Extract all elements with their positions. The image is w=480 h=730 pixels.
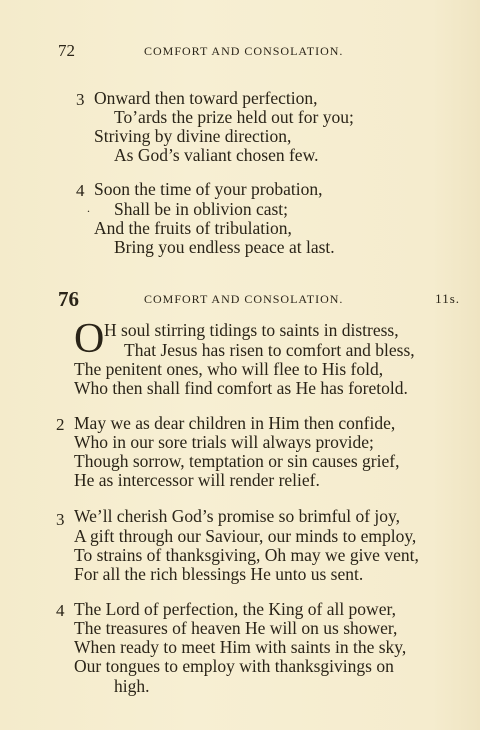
verse-line: As God’s valiant chosen few. <box>114 145 319 165</box>
verse-line: And the fruits of tribulation, <box>94 218 292 238</box>
running-title: COMFORT AND CONSOLATION. <box>144 44 344 58</box>
verse-line: Who then shall find comfort as He has foretold. <box>74 378 408 398</box>
verse-line: We’ll cherish God’s promise so brimful of joy, <box>74 506 401 526</box>
print-mark: . <box>87 201 90 215</box>
verse-number: 4 <box>76 181 85 200</box>
verse-line: A gift through our Saviour, our minds to employ, <box>74 526 417 546</box>
verse-line: high. <box>114 676 150 696</box>
verse-line: When ready to meet Him with saints in the sky, <box>74 637 407 657</box>
verse-number: 3 <box>76 90 85 109</box>
hymn-heading <box>58 287 460 311</box>
verse-line: The penitent ones, who will flee to His fold, <box>74 359 384 379</box>
drop-cap: O <box>74 316 105 362</box>
hymn-number: 76 <box>58 287 79 311</box>
verse-line: Though sorrow, temptation or sin causes grief, <box>74 451 400 471</box>
verse-line: May we as dear children in Him then confide, <box>74 413 396 433</box>
verse-number: 2 <box>56 415 65 434</box>
verse-number: 4 <box>56 601 65 620</box>
verse-line: H soul stirring tidings to saints in distress, <box>104 320 399 340</box>
verse-line: Bring you endless peace at last. <box>114 237 335 257</box>
hymn-meter: 11s. <box>435 291 460 306</box>
hymn-section-title: COMFORT AND CONSOLATION. <box>144 292 344 306</box>
verse-line: The Lord of perfection, the King of all power, <box>74 599 396 619</box>
verse-line: To’ards the prize held out for you; <box>114 107 354 127</box>
verse-line: He as intercessor will render relief. <box>74 470 320 490</box>
verse-number: 3 <box>56 510 65 529</box>
verse-line: For all the rich blessings He unto us sent. <box>74 564 364 584</box>
verse-line: Who in our sore trials will always provide; <box>74 432 374 452</box>
verse-line: The treasures of heaven He will on us shower, <box>74 618 398 638</box>
verse-line: Onward then toward perfection, <box>94 88 318 108</box>
page-number: 72 <box>58 41 75 60</box>
verse-line: That Jesus has risen to comfort and bless, <box>124 340 415 360</box>
verse-line: To strains of thanksgiving, Oh may we give vent, <box>74 545 419 565</box>
verse-line: Shall be in oblivion cast; <box>114 199 289 219</box>
verse-line: Soon the time of your probation, <box>94 179 323 199</box>
verse-line: Our tongues to employ with thanksgivings on <box>74 656 394 676</box>
verse-line: Striving by divine direction, <box>94 126 292 146</box>
